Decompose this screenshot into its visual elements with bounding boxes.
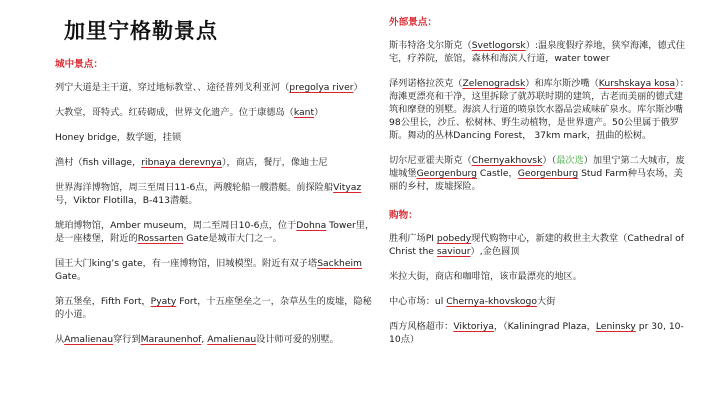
paragraph [55, 106, 377, 119]
text-run: Gate。 [55, 271, 87, 282]
text-run: 西方风格超市： [389, 321, 454, 332]
text-run: 切尔尼亚霍夫斯克（ [389, 155, 472, 166]
text-run: 从 [55, 334, 65, 345]
text-run: 泽列诺格拉茨克（ [389, 78, 463, 89]
underlined-term: Vityaz [333, 182, 362, 193]
outer-paragraphs [389, 39, 689, 193]
underlined-term: Leninsky [595, 321, 636, 332]
text-run: ）（ [542, 155, 557, 166]
text-run: 设计师可爱的别墅。 [256, 334, 339, 345]
underlined-term: Svetlogorsk [471, 40, 526, 51]
underlined-term: saviour [436, 246, 471, 257]
text-run: 胜利广场PI [389, 233, 437, 244]
paragraph [389, 154, 689, 193]
underlined-term: Sackheim [317, 258, 362, 269]
underlined-term: Georgenburg [416, 168, 477, 179]
underlined-term: Georgenburg [517, 168, 579, 179]
section-heading-city: 城中景点： [55, 59, 103, 70]
text-run: 中心市场：ul [389, 296, 447, 307]
underlined-term: Amalienau [207, 334, 257, 345]
paragraph [389, 77, 689, 142]
text-run: 米拉大街，商店和咖啡馆，该市最漂亮的地区。 [389, 271, 582, 282]
paragraph [389, 232, 689, 258]
underlined-term: Viktoriya [453, 321, 494, 332]
city-attractions-column [55, 58, 377, 358]
text-run: ）：海滩更漂亮和干净，这里拆除了就苏联时期的建筑，古老而美丽的德式建筑和摩登的别墅。海滨人行道的喷泉饮水器品尝咸味矿泉水。库尔斯沙嘴98公里长，沙丘、松树林、野生动植物，是世界遗产。50公里属于俄罗斯。舞动的丛林Dancing Forest， 37km mark，扭曲的松树。 [389, 78, 689, 141]
underlined-term: Zelenogradsk [462, 78, 526, 89]
text-run: 第五堡垒，Fifth Fort， [55, 296, 151, 307]
paragraph [55, 333, 377, 346]
underlined-term: pobedy [436, 233, 472, 244]
underlined-term: Rossarten [137, 233, 184, 244]
page-title: 加里宁格勒景点 [64, 19, 218, 43]
section-heading-outer: 外部景点： [389, 17, 437, 28]
text-run: ） [353, 82, 363, 93]
text-run: ） [314, 107, 324, 118]
outer-attractions-column [389, 16, 689, 358]
text-run: 世界海洋博物馆，周三至周日11-6点，两艘轮船一艘潜艇。前探险船 [55, 182, 334, 193]
paragraph [55, 295, 377, 321]
section-heading-shopping: 购物： [389, 210, 418, 221]
underlined-term: Dohna [296, 220, 327, 231]
underlined-term: Maraunenhof [140, 334, 202, 345]
underlined-term: Amalienau [64, 334, 114, 345]
underlined-term: Kurshskaya kosa [598, 78, 676, 89]
text-run: 国王大门king’s gate，有一座博物馆，旧城模型。附近有双子塔 [55, 258, 318, 269]
text-run: 渔村（fish village， [55, 157, 142, 168]
paragraph [55, 257, 377, 283]
city-paragraphs [55, 81, 377, 346]
text-run: ，（Kaliningrad Plaza， [493, 321, 596, 332]
text-run: ）:温泉度假疗养地，狭窄海滩，德式住宅，疗养院，旅馆，森林和海滨人行道，water tower [389, 40, 686, 64]
text-run: 穿行到 [113, 334, 141, 345]
underlined-term: kant [293, 107, 315, 118]
text-run: Tower里，是一座楼堡，附近的 [55, 220, 375, 244]
text-run: 现代购物中心，新建的救世主大教堂（Cathedral of Christ the [389, 233, 685, 257]
text-run: , [201, 334, 208, 345]
underlined-term: Chernya-khovskogo [446, 296, 538, 307]
paragraph [389, 295, 689, 308]
shopping-paragraphs [389, 232, 689, 346]
text-run: pr 30, 10-10点） [389, 321, 684, 345]
text-run: Gate是城市大门之一。 [183, 233, 282, 244]
text-run: 大街 [537, 296, 556, 307]
text-run: ）和库尔斯沙嘴（ [525, 78, 599, 89]
text-run: Fort，十五座堡垒之一，杂草丛生的废墟，隐秘的小道。 [55, 296, 372, 320]
paragraph [55, 219, 377, 245]
text-run: Honey bridge，数学题，挂锁 [55, 132, 182, 143]
paragraph [389, 39, 689, 65]
paragraph [55, 156, 377, 169]
text-run: 斯韦特洛戈尔斯克（ [389, 40, 472, 51]
text-run: ），商店，餐厅，像迪士尼 [221, 157, 328, 168]
underlined-term: ribnaya derevnya [141, 157, 222, 168]
paragraph [55, 131, 377, 144]
text-run: ）,金色圆顶 [470, 246, 520, 257]
text-run: 大教堂，哥特式。红砖砌成，世界文化遗产。位于康德岛（ [55, 107, 294, 118]
text-run: ）加里宁第二大城市，废墟城堡 [389, 155, 685, 179]
text-run: 琥珀博物馆，Amber museum，周二至周日10-6点，位于 [55, 220, 297, 231]
underlined-term: Pyaty [150, 296, 177, 307]
paragraph [389, 320, 689, 346]
text-run: Castle， [476, 168, 518, 179]
underlined-term: Chernyakhovsk [471, 155, 543, 166]
text-run: 列宁大道是主干道，穿过地标教堂、、途径普列戈利亚河（ [55, 82, 290, 93]
text-run: Stud Farm种马农场，美丽的乡村，废墟探险。 [389, 168, 683, 192]
text-run: 号，Viktor Flotilla，B-413潜艇。 [55, 195, 198, 206]
paragraph [55, 181, 377, 207]
paragraph [389, 270, 689, 283]
underlined-term: pregolya river [289, 82, 354, 93]
highlight-text: 最次选 [556, 155, 584, 166]
paragraph [55, 81, 377, 94]
